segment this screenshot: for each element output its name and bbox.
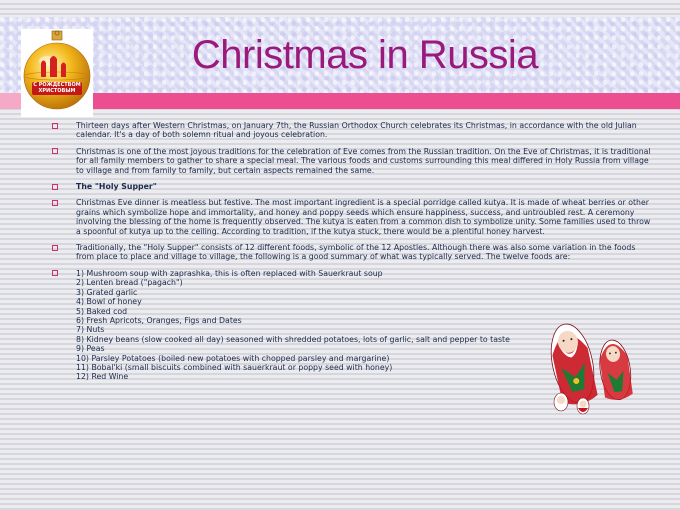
food-item: 6) Fresh Apricots, Oranges, Figs and Dates (76, 315, 242, 325)
section-heading: The "Holy Supper" (76, 182, 157, 192)
paragraph-text: Christmas is one of the most joyous traditions for the celebration of Eve comes from the Russian tradition. On the Eve of Christmas, it is traditional for all family members to gather to share a special meal. The various foods and customs surrounding this meal differed in Holy Russia from village to village and from family to family, but certain aspects remained the same. (76, 146, 651, 175)
food-item: 10) Parsley Potatoes (boiled new potatoes with chopped parsley and margarine) (76, 353, 390, 363)
bullet-icon (52, 270, 58, 276)
bullet-icon (52, 184, 58, 190)
food-item: 11) Bobal'ki (small biscuits combined with sauerkraut or poppy seed with honey) (76, 362, 393, 372)
ornament-icon (21, 29, 93, 117)
bullet-icon (52, 245, 58, 251)
bullet-icon (52, 148, 58, 154)
food-item: 2) Lenten bread ("pagach") (76, 278, 183, 288)
food-item: 3) Grated garlic (76, 287, 138, 297)
ornament-banner-line1: С РОЖДЕСТВОМ (33, 82, 81, 88)
bullet-icon (52, 200, 58, 206)
christmas-ornament-image (21, 29, 93, 117)
food-item: 4) Bowl of honey (76, 297, 142, 307)
bullet-icon (52, 123, 58, 129)
list-item (52, 198, 652, 236)
food-item: 7) Nuts (76, 325, 105, 335)
list-item (52, 147, 652, 175)
food-item: 8) Kidney beans (slow cooked all day) seasoned with shredded potatoes, lots of garlic, salt and pepper to taste (76, 334, 510, 344)
food-item: 1) Mushroom soup with zaprashka, this is often replaced with Sauerkraut soup (76, 268, 383, 278)
list-item-heading (52, 182, 652, 191)
paragraph-text: Traditionally, the "Holy Supper" consists of 12 different foods, symbolic of the 12 Apostles. Although there was also some variation in the foods from place to place and village to village, the following is a good summary of what was typically served. The twelve foods are: (76, 243, 636, 262)
nesting-dolls-image (539, 308, 639, 420)
page-title: Christmas in Russia (191, 33, 539, 77)
food-item: 9) Peas (76, 344, 105, 354)
food-item: 5) Baked cod (76, 306, 128, 316)
food-item: 12) Red Wine (76, 372, 129, 382)
paragraph-text: Thirteen days after Western Christmas, on January 7th, the Russian Orthodox Church celebrates its Christmas, in accordance with the old Julian calendar. It's a day of both solemn ritual and joyous celebration. (76, 121, 637, 140)
list-item (52, 121, 652, 140)
paragraph-text: Christmas Eve dinner is meatless but festive. The most important ingredient is a special porridge called kutya. It is made of wheat berries or other grains which symbolize hope and immortality, and honey and poppy seeds which ensure happiness, success, and untroubled rest. A ceremony involving the blessing of the home is frequently observed. The kutya is eaten from a common dish to symbolize unity. Some families used to throw a spoonful of kutya up to the ceiling. According to tradition, if the kutya stuck, there would be a plentiful honey harvest. (76, 198, 651, 236)
list-item (52, 243, 652, 262)
accent-bar (0, 93, 680, 109)
ornament-banner-line2: ХРИСТОВЫМ (38, 88, 76, 94)
